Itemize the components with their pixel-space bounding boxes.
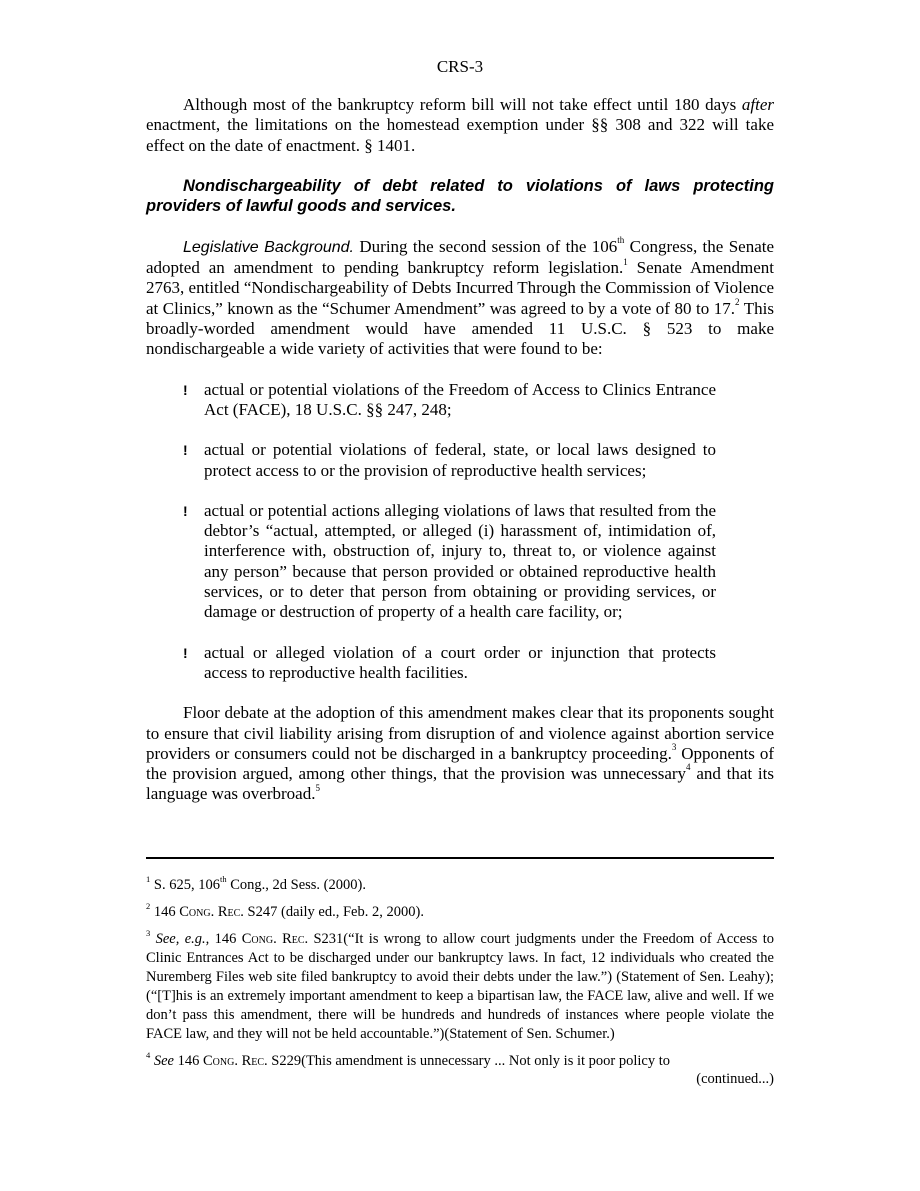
text-run: S247 (daily ed., Feb. 2, 2000). <box>243 904 424 920</box>
text-run: 146 <box>174 1053 203 1069</box>
list-item <box>146 643 716 684</box>
text-run: 146 <box>150 904 180 920</box>
footnote-3 <box>146 930 774 1044</box>
footnote-4 <box>146 1052 774 1071</box>
footnote-ref-5[interactable]: 5 <box>315 782 320 793</box>
footnote-number: 2 <box>146 901 151 912</box>
footnote-1 <box>146 876 774 895</box>
list-item <box>146 440 716 481</box>
footnote-ref-1[interactable]: 1 <box>623 256 628 267</box>
list-item-text: actual or alleged violation of a court order or injunction that protects access to reproductive health facilities. <box>204 642 716 682</box>
text-run: This broadly-worded amendment would have amended 11 U.S.C. § 523 to make nondischargeable a wide variety of activities that were found to be: <box>146 298 774 359</box>
list-item <box>146 380 716 421</box>
text-run: Opponents of the provision argued, among other things, that the provision was unnecessary <box>146 743 774 784</box>
text-run: During the second session of the 106 <box>354 236 618 256</box>
text-run: S231(“It is wrong to allow court judgments under the Freedom of Access to Clinic Entrances Act to be discharged under our bankruptcy laws. In fact, 12 individuals who created the Nuremberg Files web site filed bankruptcy to avoid their debts under the law.”) (Statement of Sen. Leahy);(“[T]his is an extremely important amendment to keep a bipartisan law, the FACE law, alive and well. If we don’t pass this amendment, there will be hundreds and hundreds of instances where people violate the FACE law, and they will not be held accountable.”)(Statement of Sen. Schumer.) <box>146 931 774 1042</box>
paragraph-floor-debate <box>146 703 774 804</box>
footnote-ref-4[interactable]: 4 <box>686 762 691 773</box>
text-run: Cong., 2d Sess. (2000). <box>226 877 366 893</box>
citation-reporter: Cong. Rec. <box>179 904 244 920</box>
run-in-heading: Legislative Background. <box>183 238 355 256</box>
text-run: Although most of the bankruptcy reform bill will not take effect until 180 days <box>183 95 742 114</box>
footnote-ref-3[interactable]: 3 <box>671 742 677 753</box>
footnote-number: 1 <box>146 874 151 885</box>
footnote-number: 4 <box>146 1050 151 1061</box>
text-run: Senate Amendment 2763, entitled “Nondischargeability of Debts Incurred Through the Commission of Violence at Clinics,” known as the “Schumer Amendment” was agreed to by a vote of 80 to 17. <box>146 258 774 318</box>
bullet-icon: ! <box>183 381 188 398</box>
text-run: enactment, the limitations on the homestead exemption under §§ 308 and 322 will take effect on the date of enactment. § 1401. <box>146 115 774 155</box>
text-run: Congress, the Senate adopted an amendment to pending bankruptcy reform legislation. <box>146 236 775 278</box>
list-item <box>146 501 716 623</box>
ordinal-superscript: th <box>219 874 227 885</box>
bullet-icon: ! <box>183 644 188 661</box>
footnote-number: 3 <box>146 928 151 939</box>
paragraph-legislative-background <box>146 237 774 360</box>
text-run: Floor debate at the adoption of this amendment makes clear that its proponents sought to ensure that civil liability arising from disruption of and violence against abortion service providers or consumers could not be discharged in a bankruptcy proceeding. <box>146 703 774 763</box>
list-item-text: actual or potential violations of federal, state, or local laws designed to protect access to or the provision of reproductive health services; <box>204 440 716 480</box>
text-run: 146 <box>209 931 242 947</box>
bullet-list <box>146 380 774 684</box>
bullet-icon: ! <box>183 442 188 459</box>
paragraph-effective-date <box>146 95 774 156</box>
text-run: S229(This amendment is unnecessary ... Not only is it poor policy to <box>267 1053 670 1069</box>
list-item-text: actual or potential violations of the Freedom of Access to Clinics Entrance Act (FACE), 18 U.S.C. §§ 247, 248; <box>204 379 716 419</box>
citation-signal: See, e.g., <box>155 931 210 947</box>
footnotes <box>146 876 774 1097</box>
citation-reporter: Cong. Rec. <box>241 931 309 947</box>
text-run: and that its language was overbroad. <box>146 764 774 804</box>
citation-reporter: Cong. Rec. <box>203 1053 268 1069</box>
text-run: S. 625, 106 <box>150 877 220 893</box>
page-header: CRS-3 <box>436 57 484 76</box>
emphasis-after: after <box>741 95 774 114</box>
body-text <box>146 95 774 805</box>
citation-signal: See <box>153 1053 174 1069</box>
footnote-separator <box>146 857 774 859</box>
footnote-ref-2[interactable]: 2 <box>735 297 740 308</box>
bullet-icon: ! <box>183 502 188 519</box>
continued-marker: (continued...) <box>696 1071 774 1087</box>
list-item-text: actual or potential actions alleging violations of laws that resulted from the debtor’s “actual, attempted, or alleged (i) harassment of, intimidation of, interference with, obstruction of, injury to, threat to, or violence against any person” because that person provided or obtained reproductive health services, or to deter that person from obtaining or providing services, or damage or destruction of property of a health care facility, or; <box>204 500 716 622</box>
footnote-2 <box>146 903 774 922</box>
section-heading: Nondischargeability of debt related to violations of laws protecting providers of lawful goods and services. <box>146 176 774 216</box>
ordinal-superscript: th <box>617 235 625 246</box>
